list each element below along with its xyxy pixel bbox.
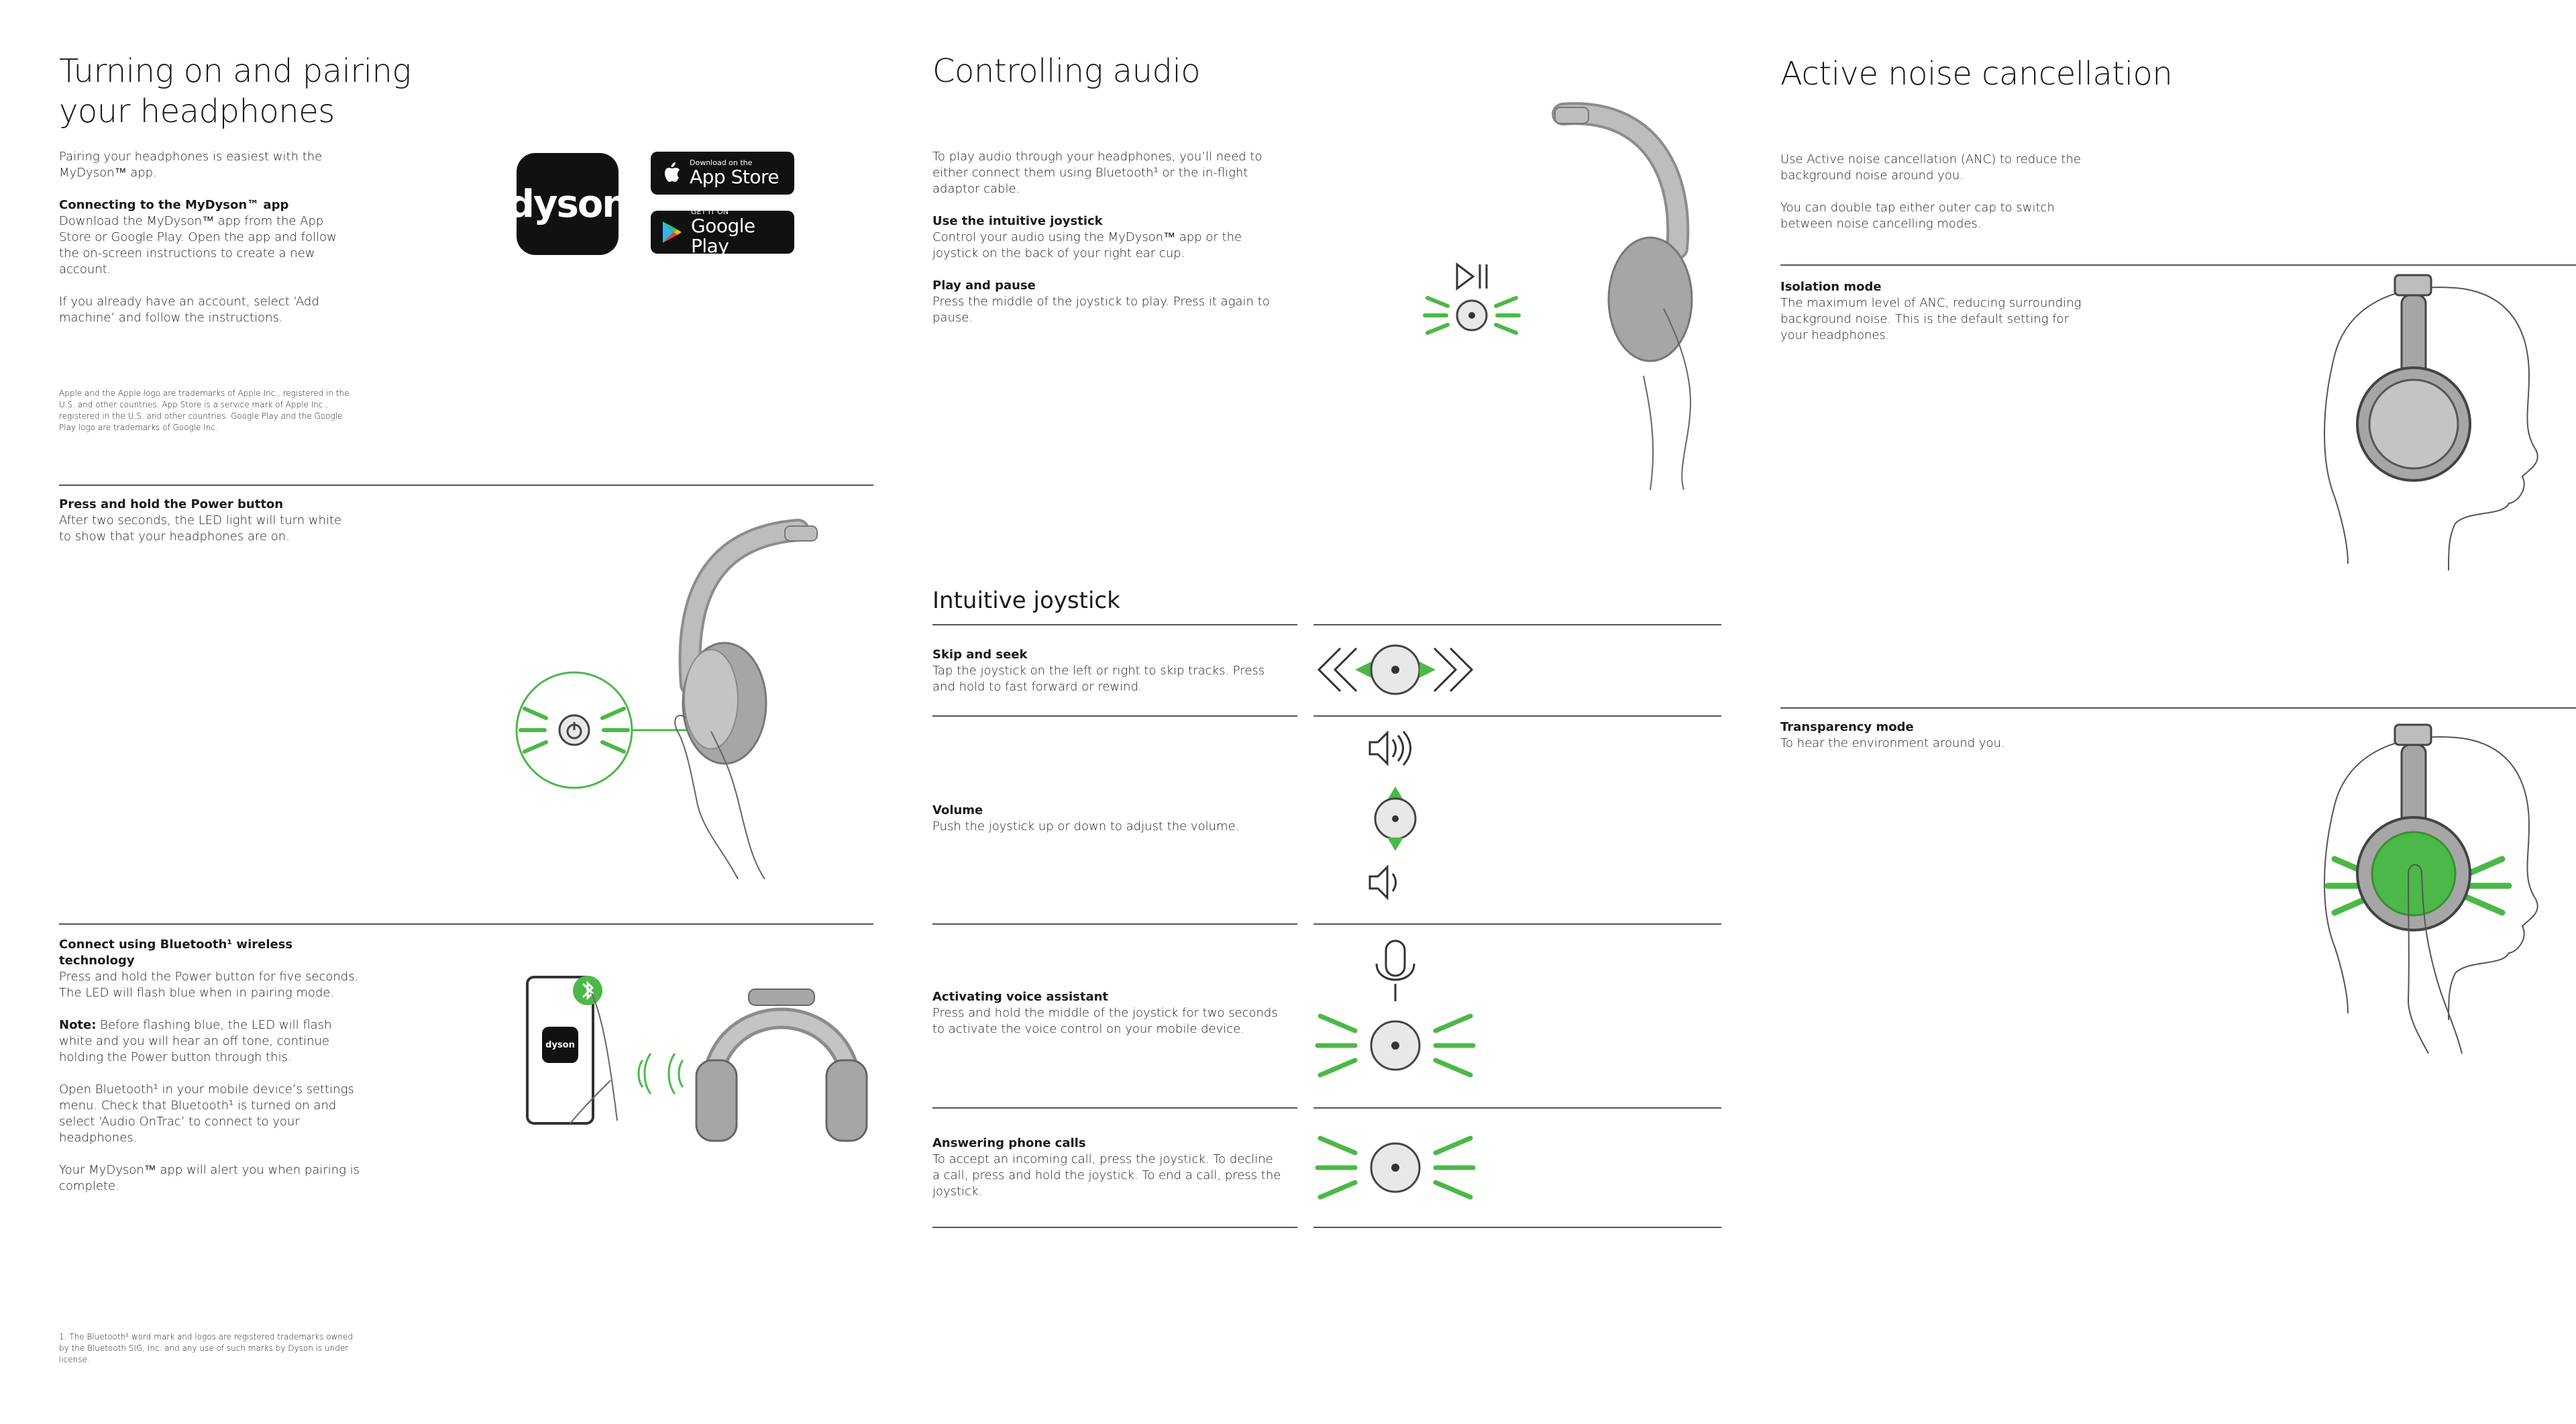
volume-illustration (1355, 725, 1436, 919)
divider (932, 715, 1297, 717)
microphone-icon (1377, 941, 1414, 1001)
divider (1313, 923, 1721, 925)
divider (932, 624, 1297, 625)
controlling-audio-title: Controlling audio (932, 52, 1201, 90)
connecting-heading: Connecting to the MyDyson™ app (59, 198, 289, 212)
intuitive-joystick-title: Intuitive joystick (932, 587, 1120, 614)
skip-seek-body: Tap the joystick on the left or right to skip tracks. Press and hold to fast forward or rewind. (932, 664, 1265, 694)
pairing-text-block (59, 149, 354, 342)
divider (932, 1227, 1297, 1228)
headphones-on-head-icon (2357, 275, 2470, 480)
play-pause-heading: Play and pause (932, 278, 1036, 293)
google-play-small-label: GET IT ON (691, 207, 729, 216)
audio-intro: To play audio through your headphones, you’ll need to either connect them using Bluetooth¹ or the in-flight adaptor cable. (932, 150, 1263, 196)
phone-calls-block (932, 1135, 1281, 1200)
headphone-side-icon (683, 526, 817, 764)
isolation-mode-illustration (2308, 275, 2536, 570)
note-label: Note: (59, 1018, 97, 1032)
existing-account-text: If you already have an account, select ‘Add machine’ and follow the instructions. (59, 295, 319, 325)
anc-title: Active noise cancellation (1780, 55, 2173, 93)
volume-body: Push the joystick up or down to adjust the volume. (932, 819, 1240, 833)
divider (932, 923, 1297, 925)
bluetooth-body: Press and hold the Power button for five seconds. The LED will flash blue when in pairing mode. (59, 970, 359, 1000)
divider (59, 485, 873, 486)
power-body: After two seconds, the LED light will turn white to show that your headphones are on. (59, 513, 342, 544)
app-store-badge[interactable] (651, 152, 794, 195)
title-line-1: Turning on and pairing (59, 52, 411, 90)
note-body: Before flashing blue, the LED will flash white and you will hear an off tone, continue holding the Power button through this. (59, 1018, 332, 1064)
divider (59, 923, 873, 925)
bluetooth-note (59, 1017, 368, 1066)
power-button-illustration (510, 517, 859, 879)
voice-assistant-heading: Activating voice assistant (932, 990, 1109, 1004)
anc-text-block (1780, 152, 2089, 248)
play-pause-body: Press the middle of the joystick to play. Press it again to pause. (932, 295, 1270, 325)
voice-assistant-body: Press and hold the middle of the joystick for two seconds to activate the voice control on your mobile device. (932, 1006, 1278, 1036)
headphone-side-icon (1555, 107, 1692, 361)
active-ear-cup (2372, 832, 2455, 915)
right-arrow-icon (1419, 662, 1436, 678)
joystick-heading: Use the intuitive joystick (932, 214, 1103, 228)
bluetooth-heading: Connect using Bluetooth¹ wireless technology (59, 937, 293, 968)
transparency-mode-illustration (2308, 718, 2556, 1054)
google-play-icon (661, 220, 683, 244)
left-arrow-icon (1355, 662, 1371, 678)
divider (1313, 715, 1721, 717)
isolation-block (1780, 279, 2089, 344)
divider (1313, 624, 1721, 625)
phone-app-logo: dyson (545, 1039, 575, 1050)
skip-seek-illustration (1313, 638, 1488, 705)
trademark-note: Apple and the Apple logo are trademarks of Apple Inc., registered in the U.S. and other countries. App Store is a service mark of Apple Inc., registered in the U.S. and other countries. Google Play and the Google Play logo are trademarks of Google Inc. (59, 389, 350, 432)
transparency-block (1780, 719, 2089, 752)
divider (1313, 1107, 1721, 1109)
volume-block (932, 803, 1281, 835)
volume-up-icon (1370, 731, 1411, 765)
isolation-heading: Isolation mode (1780, 280, 1882, 294)
divider (932, 1107, 1297, 1109)
bluetooth-footnote: 1. The Bluetooth¹ word mark and logos are registered trademarks owned by the Bluetooth SIG, Inc. and any use of such marks by Dyson is under license. (59, 1332, 354, 1364)
play-pause-illustration (1409, 94, 1744, 497)
connecting-body: Download the MyDyson™ app from the App Store or Google Play. Open the app and follow the on-screen instructions to create a new account. (59, 214, 337, 276)
divider (1780, 264, 2576, 266)
volume-heading: Volume (932, 803, 983, 817)
page-title-pairing (59, 51, 529, 132)
isolation-body: The maximum level of ANC, reducing surrounding background noise. This is the default setting for your headphones. (1780, 296, 2082, 342)
phone-calls-heading: Answering phone calls (932, 1136, 1086, 1150)
apple-icon (661, 161, 682, 185)
voice-assistant-illustration (1313, 937, 1488, 1098)
joystick-press-icon (1425, 298, 1519, 333)
down-arrow-icon (1387, 837, 1403, 851)
app-store-small-label: Download on the (690, 158, 753, 167)
bluetooth-text-block (59, 937, 368, 1211)
dyson-app-logo[interactable]: dyson (517, 153, 619, 255)
open-bluetooth-text: Open Bluetooth¹ in your mobile device’s settings menu. Check that Bluetooth¹ is turned on and select ‘Audio OnTrac’ to connect to your headphones. (59, 1082, 354, 1145)
joystick-body: Control your audio using the MyDyson™ app or the joystick on the back of your right ear cup. (932, 230, 1242, 260)
app-store-label: App Store (690, 166, 780, 188)
audio-text-block (932, 149, 1288, 342)
double-tap-text: You can double tap either outer cap to switch between noise cancelling modes. (1780, 201, 2055, 231)
forward-chevrons-icon (1434, 648, 1472, 691)
bluetooth-pairing-illustration (517, 966, 879, 1161)
headphones-on-head-icon (2357, 725, 2470, 930)
anc-intro: Use Active noise cancellation (ANC) to reduce the background noise around you. (1780, 152, 2081, 183)
divider (1780, 707, 2576, 709)
pairing-intro: Pairing your headphones is easiest with the MyDyson™ app. (59, 150, 323, 180)
power-text-block (59, 497, 354, 545)
phone-calls-illustration (1313, 1117, 1488, 1224)
skip-seek-block (932, 647, 1281, 695)
pairing-alert-text: Your MyDyson™ app will alert you when pairing is complete. (59, 1163, 360, 1193)
google-play-badge[interactable] (651, 207, 794, 257)
rewind-chevrons-icon (1319, 648, 1356, 691)
title-line-2: your headphones (59, 93, 335, 130)
transparency-body: To hear the environment around you. (1780, 736, 2005, 750)
voice-assistant-block (932, 989, 1281, 1037)
volume-down-icon (1370, 867, 1396, 898)
power-heading: Press and hold the Power button (59, 497, 284, 511)
transparency-heading: Transparency mode (1780, 720, 1914, 734)
divider (1313, 1227, 1721, 1228)
phone-calls-body: To accept an incoming call, press the joystick. To decline a call, press and hold the joystick. To end a call, press the joystick. (932, 1152, 1281, 1199)
skip-seek-heading: Skip and seek (932, 648, 1028, 662)
play-pause-icon (1457, 264, 1487, 289)
headphones-front-icon (696, 989, 867, 1141)
google-play-label: Google Play (691, 215, 755, 257)
power-icon (559, 715, 589, 745)
signal-waves-icon (639, 1054, 683, 1094)
